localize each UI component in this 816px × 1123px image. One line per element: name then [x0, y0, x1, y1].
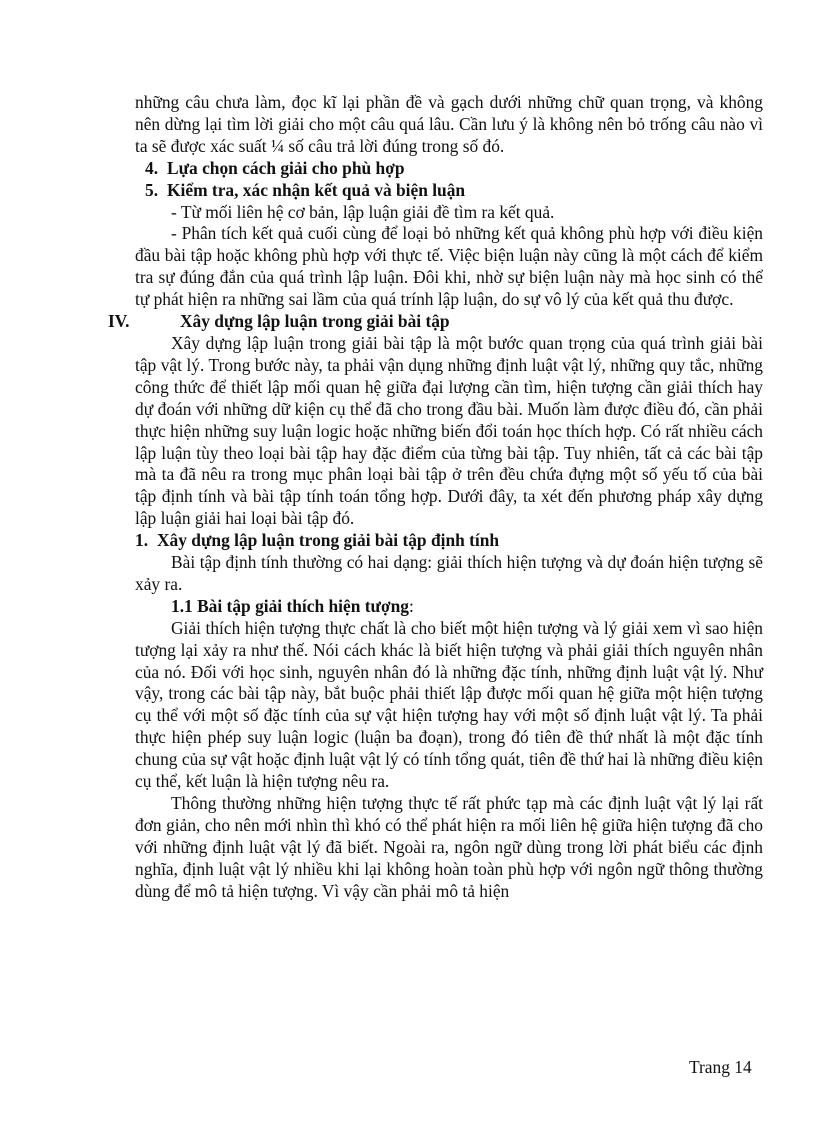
- subsection-1-1-heading: [171, 596, 763, 618]
- subsection-1-heading: [135, 530, 763, 552]
- paragraph-intro: những câu chưa làm, đọc kĩ lại phần đề và gạch dưới những chữ quan trọng, và không nên dừng lại tìm lời giải cho một câu quá lâu. Cần lưu ý là không nên bỏ trống câu nào vì ta sẽ được xác suất ¼ số câu trả lời đúng trong số đó.: [135, 92, 763, 156]
- paragraph-subsection-1-1-b: Thông thường những hiện tượng thực tế rất phức tạp mà các định luật vật lý lại rất đơn giản, cho nên mới nhìn thì khó có thể phát hiện ra mối liên hệ giữa hiện tượng đã cho với những định luật vật lý đã biết. Ngoài ra, ngôn ngữ dùng trong lời phát biểu các định nghĩa, định luật vật lý nhiều khi lại không hoàn toàn phù hợp với ngôn ngữ thông thường dùng để mô tả hiện tượng. Vì vậy cần phải mô tả hiện: [135, 793, 763, 901]
- item-5-heading: [145, 180, 763, 202]
- section-iv-heading: [108, 311, 763, 333]
- section-iv-number: IV.: [108, 311, 130, 332]
- section-iv-title: Xây dựng lập luận trong giải bài tập: [180, 311, 450, 332]
- item-4-heading: [145, 158, 763, 180]
- item-5-title: Kiểm tra, xác nhận kết quả và biện luận: [167, 179, 466, 200]
- paragraph-subsection-1: Bài tập định tính thường có hai dạng: giải thích hiện tượng và dự đoán hiện tượng sẽ xảy ra.: [135, 552, 763, 594]
- subsection-1-1-title: 1.1 Bài tập giải thích hiện tượng: [171, 595, 409, 616]
- item-5-number: 5.: [145, 179, 159, 200]
- page-body: [108, 92, 763, 903]
- bullet-2: - Phân tích kết quả cuối cùng để loại bỏ những kết quả không phù hợp với điều kiện đầu bài tập hoặc không phù hợp với thực tế. Việc biện luận này cũng là một cách để kiểm tra sự đúng đắn của quá trình lập luận. Đôi khi, nhờ sự biện luận này mà học sinh có thể tự phát hiện ra những sai lầm của quá trính lập luận, do sự vô lý của kết quả thu được.: [135, 223, 763, 310]
- paragraph-subsection-1-1-a: Giải thích hiện tượng thực chất là cho biết một hiện tượng và lý giải xem vì sao hiện tượng lại xảy ra như thế. Nói cách khác là biết hiện tượng và phải giải thích nguyên nhân của nó. Đối với học sinh, nguyên nhân đó là những đặc tính, những định luật vật lý. Như vậy, trong các bài tập này, bắt buộc phải thiết lập được mối quan hệ giữa một hiện tượng cụ thể với một số đặc tính của sự vật hiện tượng hay với một số định luật vật lý. Ta phải thực hiện phép suy luận logic (luận ba đoạn), trong đó tiên đề thứ nhất là một đặc tính chung của sự vật hoặc định luật vật lý có tính tổng quát, tiên đề thứ hai là những điều kiện cụ thể, kết luận là hiện tượng nêu ra.: [135, 617, 763, 792]
- item-4-title: Lựa chọn cách giải cho phù hợp: [167, 157, 405, 178]
- page-number: Trang 14: [689, 1057, 752, 1077]
- subsection-1-number: 1.: [135, 530, 149, 551]
- subsection-1-1-colon: :: [408, 595, 414, 616]
- bullet-1: - Từ mối liên hệ cơ bản, lập luận giải đề tìm ra kết quả.: [171, 201, 555, 222]
- paragraph-section-iv: Xây dựng lập luận trong giải bài tập là một bước quan trọng của quá trình giải bài tập vật lý. Trong bước này, ta phải vận dụng những định luật vật lý, những quy tắc, những công thức để thiết lập mối quan hệ giữa đại lượng cần tìm, hiện tượng cần giải thích hay dự đoán với những dữ kiện cụ thể đã cho trong đầu bài. Muốn làm được điều đó, cần phải thực hiện những suy luận logic hoặc những biến đổi toán học thích hợp. Có rất nhiều cách lập luận tùy theo loại bài tập hay đặc điểm của từng bài tập. Tuy nhiên, tất cả các bài tập mà ta đã nêu ra trong mục phân loại bài tập ở trên đều chứa đựng một số yếu tố của bài tập định tính và bài tập tính toán tổng hợp. Dưới đây, ta xét đến phương pháp xây dựng lập luận giải hai loại bài tập đó.: [135, 332, 763, 529]
- subsection-1-title: Xây dựng lập luận trong giải bài tập định tính: [157, 530, 500, 551]
- item-4-number: 4.: [145, 157, 159, 178]
